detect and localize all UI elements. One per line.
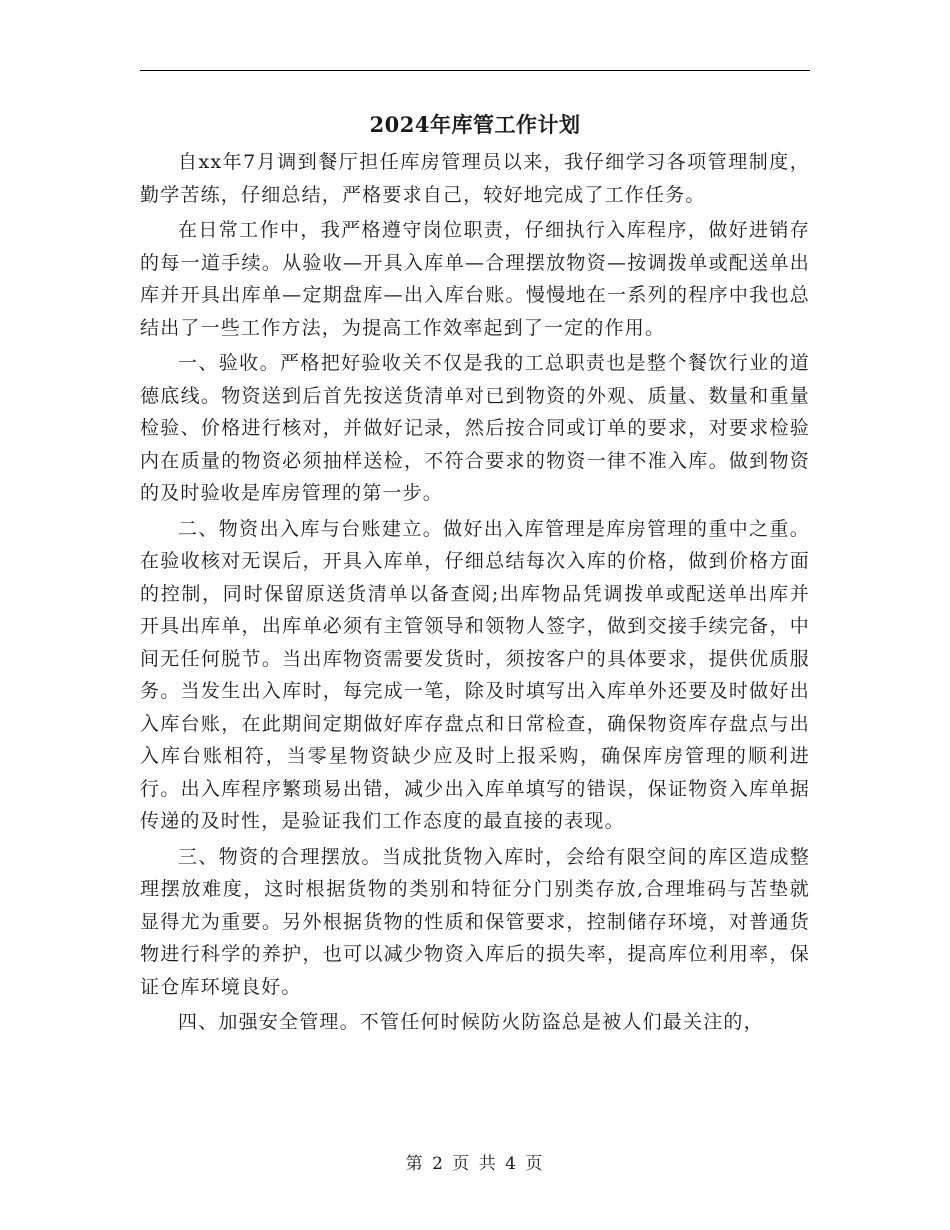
- paragraph-storage-placement: 三、物资的合理摆放。当成批货物入库时，会给有限空间的库区造成整理摆放难度，这时根据货物的类别和特征分门别类存放,合理堆码与苫垫就显得尤为重要。另外根据货物的性质和保管要求，控制储存环境，对普通货物进行科学的养护，也可以减少物资入库后的损失率，提高库位利用率，保证仓库环境良好。: [140, 845, 810, 998]
- document-title: 2024年库管工作计划: [369, 112, 581, 137]
- page-footer: 第 2 页 共 4 页: [405, 1154, 545, 1174]
- document-body: [140, 146, 810, 1039]
- paragraph-intro: 自xx年7月调到餐厅担任库房管理员以来，我仔细学习各项管理制度，勤学苦练，仔细总结，严格要求自己，较好地完成了工作任务。: [140, 151, 810, 206]
- paragraph-daily-work: 在日常工作中，我严格遵守岗位职责，仔细执行入库程序，做好进销存的每一道手续。从验收—开具入库单—合理摆放物资—按调拨单或配送单出库并开具出库单—定期盘库—出入库台账。慢慢地在一系列的程序中我也总结出了一些工作方法，为提高工作效率起到了一定的作用。: [140, 219, 810, 339]
- paragraph-safety: 四、加强安全管理。不管任何时候防火防盗总是被人们最关注的，: [178, 1011, 764, 1033]
- paragraph-acceptance: 一、验收。严格把好验收关不仅是我的工总职责也是整个餐饮行业的道德底线。物资送到后首先按送货清单对已到物资的外观、质量、数量和重量检验、价格进行核对，并做好记录，然后按合同或订单的要求，对要求检验内在质量的物资必须抽样送检，不符合要求的物资一律不准入库。做到物资的及时验收是库房管理的第一步。: [140, 352, 810, 504]
- paragraph-inventory-ledger: 二、物资出入库与台账建立。做好出入库管理是库房管理的重中之重。在验收核对无误后，开具入库单，仔细总结每次入库的价格，做到价格方面的控制，同时保留原送货清单以备查阅;出库物品凭调拨单或配送单出库并开具出库单，出库单必须有主管领导和领物人签字，做到交接手续完备，中间无任何脱节。当出库物资需要发货时，须按客户的具体要求，提供优质服务。当发生出入库时，每完成一笔，除及时填写出入库单外还要及时做好出入库台账，在此期间定期做好库存盘点和日常检查，确保物资库存盘点与出入库台账相符，当零星物资缺少应及时上报采购，确保库房管理的顺利进行。出入库程序繁琐易出错，减少出入库单填写的错误，保证物资入库单据传递的及时性，是验证我们工作态度的最直接的表现。: [140, 517, 810, 832]
- header-rule: [140, 70, 810, 71]
